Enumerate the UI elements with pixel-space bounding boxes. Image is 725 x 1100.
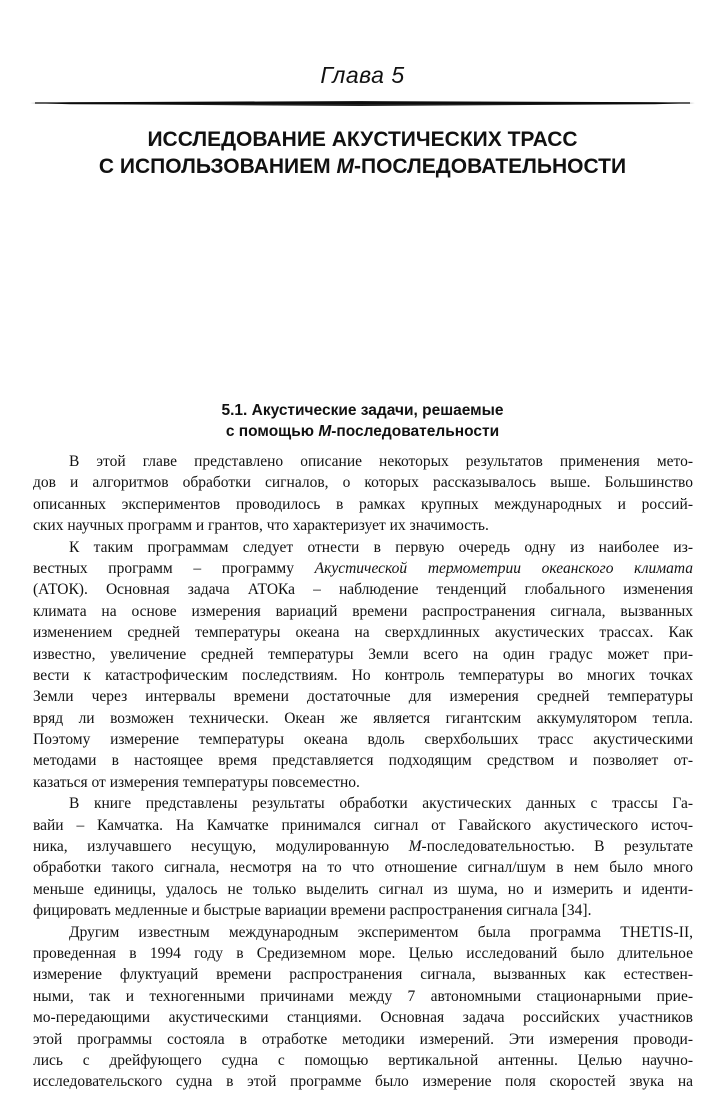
body-text	[33, 451, 693, 1093]
text-line: измерение флуктуаций времени распространения сигнала, вызванных как естествен-	[33, 966, 693, 984]
text-line: меньше единицы, удалось не только выделить сигнал из шума, но и измерить и иденти-	[33, 880, 693, 898]
text-line: методами в настоящее время представляется подходящим средством и позволяет от-	[33, 752, 693, 770]
paragraph-3	[33, 793, 693, 921]
text-line: Поэтому измерение температуры океана вдоль сверхбольших трасс акустическими	[33, 731, 693, 749]
text-line: ными, так и техногенными причинами между 7 автономными стационарными прие-	[33, 987, 693, 1005]
text-line: ника, излучавшего несущую, модулированную М-последовательностью. В результате	[33, 838, 693, 856]
text-line: известно, увеличение средней температуры Земли всего на один градус может при-	[33, 645, 693, 663]
text-line: вестных программ – программу Акустической термометрии океанского климата	[33, 559, 693, 577]
text-line: проведенная в 1994 году в Средиземном море. Целью исследований было длительное	[33, 944, 693, 962]
text-line: лись с дрейфующего судна с помощью вертикальной антенны. Целью научно-	[33, 1051, 693, 1069]
text-line: изменением средней температуры океана на сверхдлинных акустических трассах. Как	[33, 624, 693, 642]
text-line: исследовательского судна в этой программе было измерение поля скоростей звука на	[33, 1073, 693, 1091]
text-line: дов и алгоритмов обработки сигналов, о которых рассказывалось выше. Большинство	[33, 474, 693, 492]
section-heading	[0, 400, 725, 442]
text-line: этой программы состояла в отработке методики измерений. Эти измерения проводи-	[33, 1030, 693, 1048]
text-line: К таким программам следует отнести в первую очередь одну из наиболее из-	[69, 538, 693, 556]
text-line: ских научных программ и грантов, что характеризует их значимость.	[33, 517, 489, 535]
text-line: (АТОК). Основная задача АТОКа – наблюдение тенденций глобального изменения	[33, 581, 693, 599]
chapter-title-line-2: С ИСПОЛЬЗОВАНИЕМ М-ПОСЛЕДОВАТЕЛЬНОСТИ	[98, 155, 627, 178]
text-line: В книге представлены результаты обработки акустических данных с трассы Га-	[69, 795, 693, 813]
text-line: казаться от измерения температуры повсеместно.	[33, 773, 360, 791]
chapter-title-line-1: ИССЛЕДОВАНИЕ АКУСТИЧЕСКИХ ТРАСС	[147, 128, 578, 151]
chapter-divider-rule	[30, 98, 695, 108]
text-line: В этой главе представлено описание некоторых результатов применения мето-	[69, 453, 693, 470]
text-line: мо-передающими акустическими станциями. Основная задача российских участников	[33, 1009, 693, 1027]
paragraph-4	[33, 922, 693, 1093]
text-line: Другим известным международным экспериментом была программа THETIS-II,	[69, 923, 693, 941]
text-line: вряд ли возможен технически. Океан же является гигантским аккумулятором тепла.	[33, 709, 693, 727]
text-line: климата на основе измерения вариаций времени распространения сигнала, вызванных	[33, 602, 693, 620]
text-line: вести к катастрофическим последствиям. Но контроль температуры во многих точках	[33, 666, 693, 684]
text-line: обработки такого сигнала, несмотря на то что отношение сигнал/шум в нем было много	[33, 859, 693, 877]
section-heading-line-2: с помощью М-последовательности	[225, 423, 500, 440]
text-line: фицировать медленные и быстрые вариации времени распространения сигнала [34].	[33, 902, 592, 920]
paragraph-1	[33, 451, 693, 537]
text-line: Земли через интервалы времени достаточные для измерения средней температуры	[33, 688, 693, 706]
section-heading-line-1: 5.1. Акустические задачи, решаемые	[221, 402, 504, 419]
text-line: описанных экспериментов проводилось в рамках крупных международных и россий-	[33, 495, 693, 513]
paragraph-2	[33, 537, 693, 794]
chapter-title	[0, 126, 725, 180]
text-line: вайи – Камчатка. На Камчатке принимался сигнал от Гавайского акустического источ-	[33, 816, 693, 834]
chapter-label: Глава 5	[320, 62, 405, 88]
